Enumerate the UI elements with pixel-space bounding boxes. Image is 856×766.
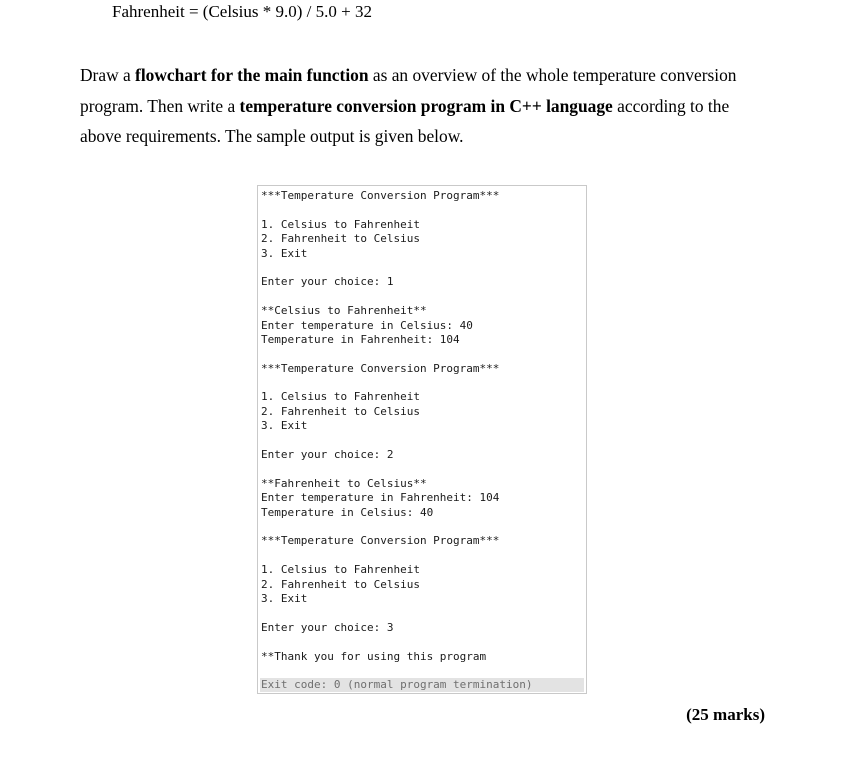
console-line: ***Temperature Conversion Program***: [261, 534, 500, 548]
console-line: [261, 434, 584, 448]
console-line: 3. Exit: [261, 419, 308, 433]
console-line: 1. Celsius to Fahrenheit: [261, 217, 420, 231]
console-line: [261, 520, 584, 534]
console-line: [261, 606, 584, 620]
conversion-formula: Fahrenheit = (Celsius * 9.0) / 5.0 + 32: [112, 2, 372, 21]
console-line: 1. Celsius to Fahrenheit: [261, 563, 420, 577]
instructions-line-3: above requirements. The sample output is given below.: [80, 126, 464, 146]
console-line: [261, 347, 584, 361]
instructions-line-1: Draw a flowchart for the main function as an overview of the whole temperature conversion: [80, 65, 737, 85]
instructions-paragraph: [80, 60, 780, 152]
console-line: Enter temperature in Celsius: 40: [261, 318, 473, 332]
console-line: **Celsius to Fahrenheit**: [261, 304, 427, 318]
console-line: **Fahrenheit to Celsius**: [261, 476, 427, 490]
console-line: ***Temperature Conversion Program***: [261, 189, 500, 202]
console-line: Enter temperature in Fahrenheit: 104: [261, 491, 500, 505]
console-line: [261, 549, 584, 563]
cpp-program-emphasis: temperature conversion program in C++ language: [239, 95, 613, 116]
console-line: 3. Exit: [261, 246, 308, 260]
console-line: Enter your choice: 1: [261, 275, 394, 289]
console-line: ***Temperature Conversion Program***: [261, 361, 500, 375]
console-line: 2. Fahrenheit to Celsius: [261, 232, 420, 246]
console-line: 1. Celsius to Fahrenheit: [261, 390, 420, 404]
console-output-lines: [261, 189, 584, 664]
sample-output-console: [257, 185, 587, 694]
console-line: [261, 261, 584, 275]
console-line: [261, 203, 584, 217]
console-line: 3. Exit: [261, 591, 308, 605]
console-line: Temperature in Celsius: 40: [261, 505, 434, 519]
flowchart-emphasis: flowchart for the main function: [135, 65, 369, 85]
console-line: 2. Fahrenheit to Celsius: [261, 577, 420, 591]
console-line: Temperature in Fahrenheit: 104: [261, 332, 460, 346]
marks-label: (25 marks): [686, 705, 765, 724]
console-line: [261, 462, 584, 476]
console-line: [261, 290, 584, 304]
console-line: 2. Fahrenheit to Celsius: [261, 404, 420, 418]
console-line: [261, 635, 584, 649]
instructions-line-2: program. Then write a temperature conversion program in C++ language according to the: [80, 95, 730, 116]
console-line: Enter your choice: 2: [261, 448, 394, 462]
console-line: [261, 376, 584, 390]
exit-code-bar: Exit code: 0 (normal program termination): [260, 678, 584, 692]
console-line: Enter your choice: 3: [261, 620, 394, 634]
console-line: **Thank you for using this program: [261, 649, 487, 663]
